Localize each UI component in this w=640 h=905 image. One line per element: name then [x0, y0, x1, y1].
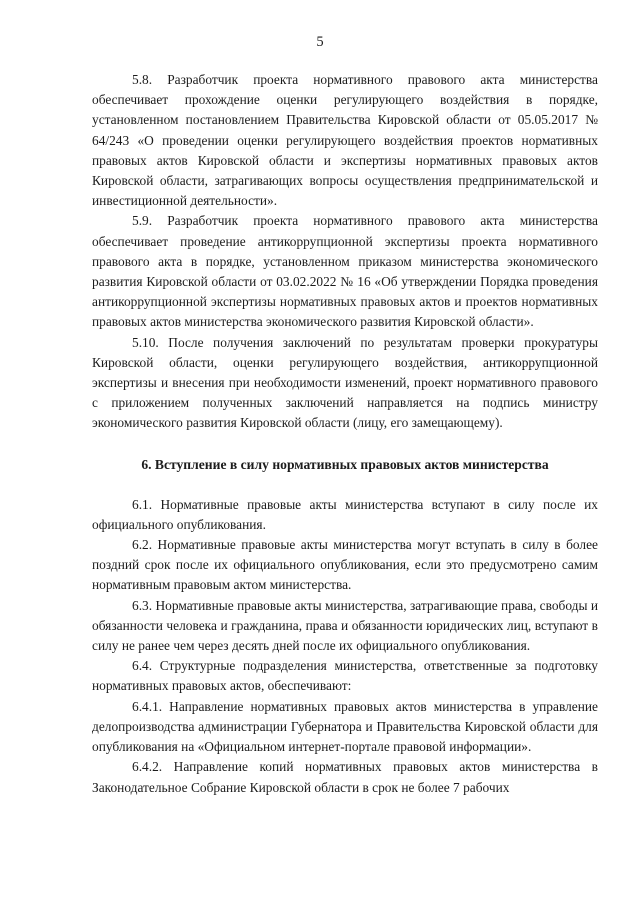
- paragraph-6-3: 6.3. Нормативные правовые акты министерства, затрагивающие права, свободы и обязанности человека и гражданина, права и обязанности юридических лиц, вступают в силу не ранее чем через десять дней после их официального опубликования.: [92, 597, 598, 654]
- paragraph-5-8: 5.8. Разработчик проекта нормативного правового акта министерства обеспечивает прохождение оценки регулирующего воздействия в порядке, установленном постановлением Правительства Кировской области от 05.05.2017 № 64/243 «О проведении оценки регулирующего воздействия проектов нормативных правовых актов Кировской области и экспертизы нормативных правовых актов Кировской области, затрагивающих вопросы осуществления предпринимательской и инвестиционной деятельности».: [92, 72, 598, 209]
- section-6: [92, 495, 598, 798]
- paragraph-5-9: 5.9. Разработчик проекта нормативного правового акта министерства обеспечивает проведение антикоррупционной экспертизы проекта нормативного правового акта в порядке, установленном приказом министерства экономического развития Кировской области от 03.02.2022 № 16 «Об утверждении Порядка проведения антикоррупционной экспертизы нормативных правовых актов и проектов нормативных правовых актов министерства экономического развития Кировской области».: [92, 213, 598, 330]
- paragraph-6-4-1: 6.4.1. Направление нормативных правовых актов министерства в управление делопроизводства администрации Губернатора и Правительства Кировской области для опубликования на «Официальном интернет-портале правовой информации».: [92, 698, 598, 755]
- section-6-heading: 6. Вступление в силу нормативных правовых актов министерства: [141, 456, 549, 472]
- paragraph-6-4: 6.4. Структурные подразделения министерства, ответственные за подготовку нормативных правовых актов, обеспечивают:: [92, 658, 598, 694]
- paragraph-6-4-2: 6.4.2. Направление копий нормативных правовых актов министерства в Законодательное Собрание Кировской области в срок не более 7 рабочих: [92, 759, 598, 795]
- paragraph-6-2: 6.2. Нормативные правовые акты министерства могут вступать в силу в более поздний срок после их официального опубликования, если это предусмотрено самим нормативным правовым актом министерства.: [92, 537, 598, 593]
- page-number: 5: [316, 34, 324, 50]
- paragraph-5-10: 5.10. После получения заключений по результатам проверки прокуратуры Кировской области, оценки регулирующего воздействия, антикоррупционной экспертизы и внесения при необходимости изменений, проект нормативного правового с приложением полученных заключений направляется на подпись министру экономического развития Кировской области (лицу, его замещающему).: [92, 334, 598, 431]
- document-body: [92, 70, 598, 798]
- section-5-continuation: [92, 70, 598, 434]
- paragraph-6-1: 6.1. Нормативные правовые акты министерства вступают в силу после их официального опубликования.: [92, 496, 598, 532]
